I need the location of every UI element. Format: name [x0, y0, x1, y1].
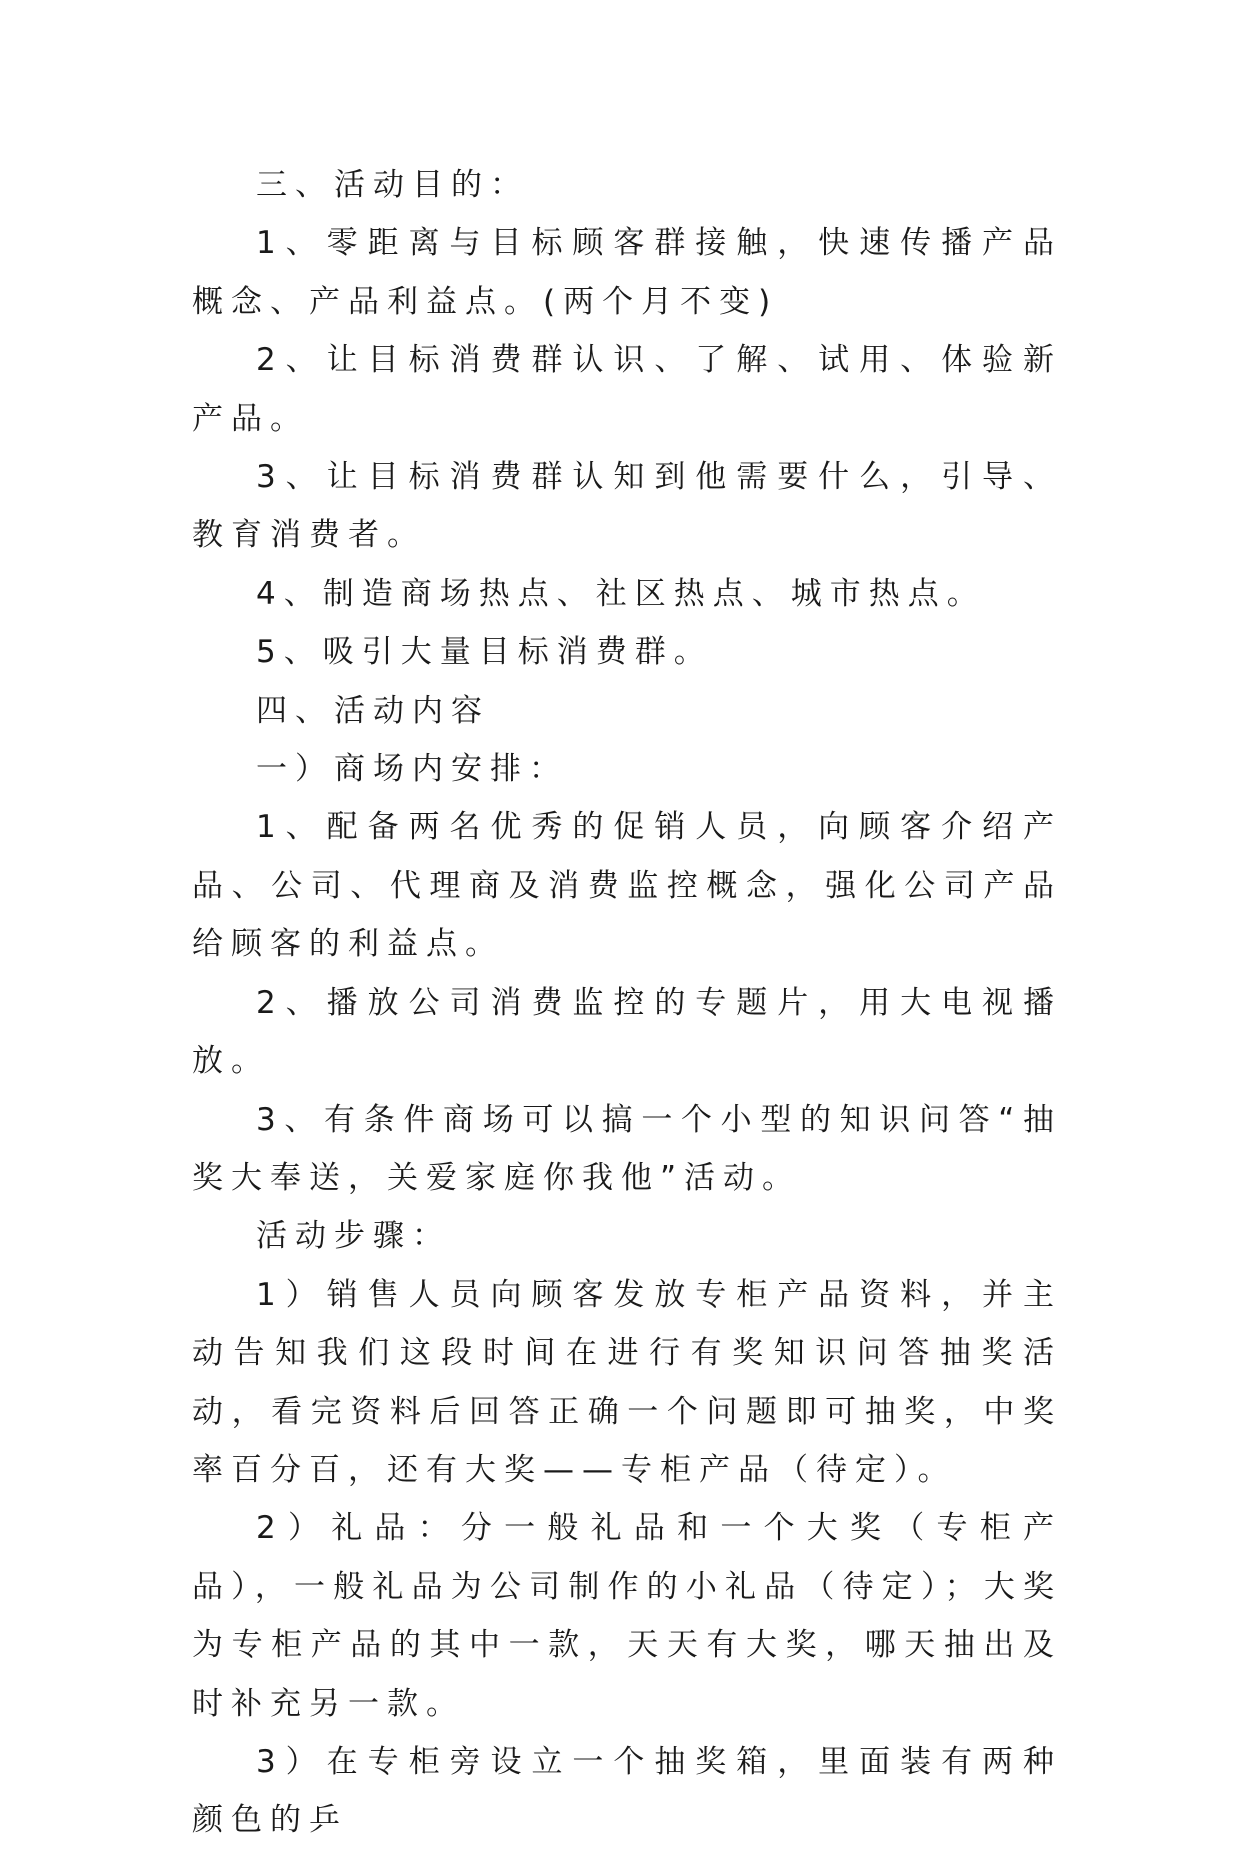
paragraph: 5、吸引大量目标消费群。: [256, 634, 713, 671]
paragraph: 3、有条件商场可以搞一个小型的知识问答“抽奖大奉送，关爱家庭你我他”活动。: [192, 1101, 1062, 1196]
paragraph: 2、播放公司消费监控的专题片，用大电视播放。: [192, 984, 1062, 1080]
document-body: [192, 156, 1062, 1850]
paragraph: 2、让目标消费群认识、了解、试用、体验新产品。: [192, 342, 1062, 437]
paragraph: 3、让目标消费群认知到他需要什么，引导、教育消费者。: [192, 459, 1062, 554]
subsection-heading: 一）商场内安排：: [256, 751, 568, 788]
paragraph: 3）在专柜旁设立一个抽奖箱，里面装有两种颜色的乒: [192, 1743, 1062, 1839]
paragraph: 4、制造商场热点、社区热点、城市热点。: [256, 575, 986, 612]
section-heading-content: 四、活动内容: [256, 692, 490, 729]
section-heading-purpose: 三、活动目的：: [256, 167, 529, 203]
steps-heading: 活动步骤：: [256, 1218, 451, 1255]
paragraph: 1）销售人员向顾客发放专柜产品资料，并主动告知我们这段时间在进行有奖知识问答抽奖活动，看完资料后回答正确一个问题即可抽奖，中奖率百分百，还有大奖——专柜产品（待定）。: [192, 1276, 1062, 1488]
paragraph: 1、零距离与目标顾客群接触，快速传播产品概念、产品利益点。(两个月不变): [192, 225, 1062, 320]
paragraph: 1、配备两名优秀的促销人员，向顾客介绍产品、公司、代理商及消费监控概念，强化公司产品给顾客的利益点。: [192, 809, 1062, 963]
paragraph: 2）礼品：分一般礼品和一个大奖（专柜产品），一般礼品为公司制作的小礼品（待定）；大奖为专柜产品的其中一款，天天有大奖，哪天抽出及时补充另一款。: [192, 1510, 1062, 1722]
